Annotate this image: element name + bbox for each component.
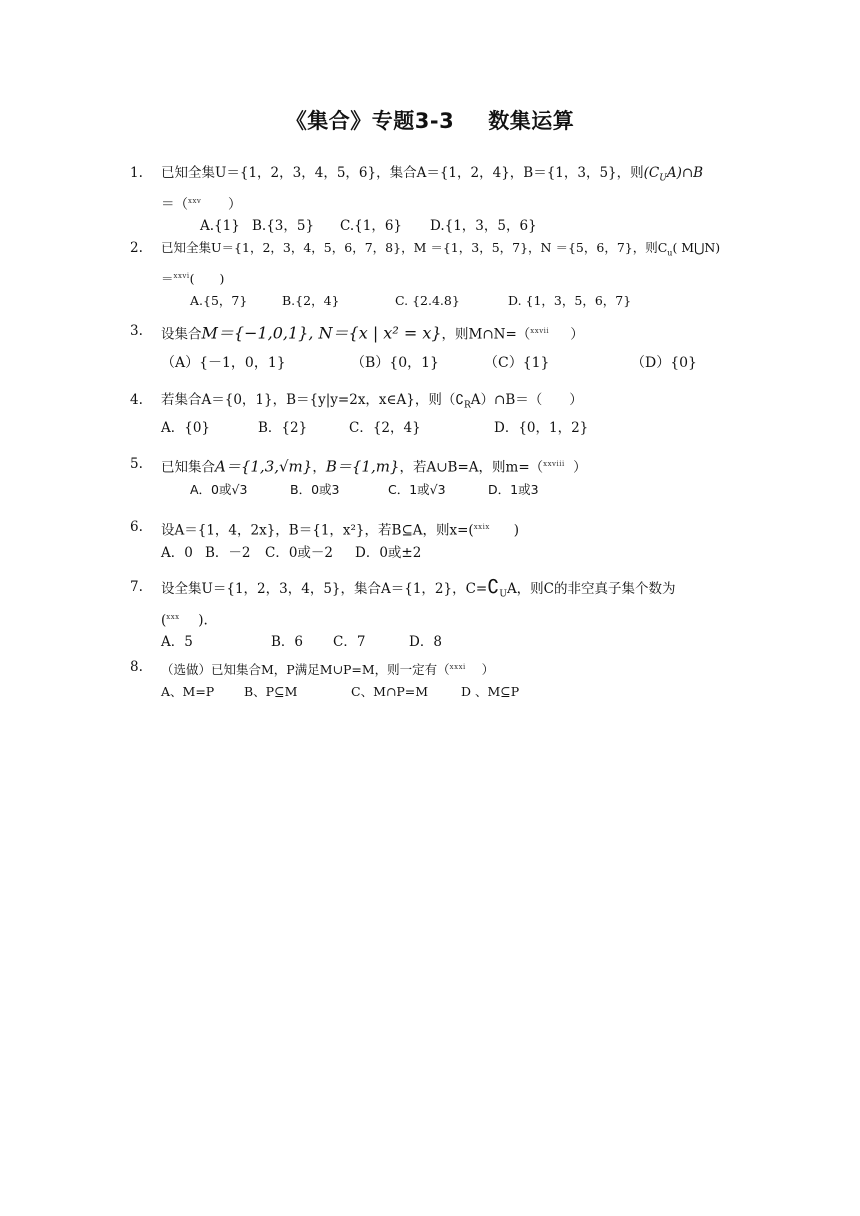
question-number: 1. xyxy=(130,165,143,181)
option-a: A、M=P xyxy=(161,684,215,700)
answer-blank: xxxi xyxy=(449,663,466,671)
question-3 xyxy=(130,320,735,374)
question-stem: 设A＝{1，4，2x}，B＝{1，x²}，若B⊆A，则x=(xxix ) xyxy=(161,516,735,542)
options xyxy=(190,479,735,501)
question-2 xyxy=(130,237,735,312)
option-c: C、M∩P=M xyxy=(351,684,429,700)
option-d: D 、M⊆P xyxy=(461,684,520,700)
options xyxy=(190,290,735,312)
question-number: 2. xyxy=(130,240,143,256)
answer-blank: xxv xyxy=(188,196,202,205)
answer-blank: xxviii xyxy=(543,460,565,468)
option-b: B．6 xyxy=(271,634,304,651)
answer-blank: xxvi xyxy=(173,271,190,280)
option-a: （A）{－1，0，1} xyxy=(161,354,286,371)
option-a: A．0 xyxy=(161,544,193,561)
option-b: B.{2，4} xyxy=(282,292,340,308)
formula-a: A＝{1,3,√m} xyxy=(215,457,313,476)
option-c: C．{2，4} xyxy=(349,419,421,436)
option-b: B.{3，5} xyxy=(252,218,315,235)
question-stem: 设全集U＝{1，2，3，4，5}，集合A＝{1，2}，$C=∁_UA$，则C的非空真子集个数为 (xxx ). xyxy=(161,576,676,629)
question-stem: 若集合A＝{0，1}，B＝{y|y=2x，x∈A}，则$(∁_RA)\cap B=$（ ） xyxy=(161,392,583,411)
option-d: D.{1，3，5，6} xyxy=(430,218,537,235)
question-8 xyxy=(130,656,735,703)
option-a: A．{0} xyxy=(161,419,211,436)
option-b: （B）{0，1} xyxy=(351,354,439,371)
option-d: D．1或3 xyxy=(488,481,539,497)
question-number: 5. xyxy=(130,456,143,472)
option-c: C．1或√3 xyxy=(388,481,446,497)
option-c: C.{1，6} xyxy=(340,218,402,235)
option-c: C．0或－2 xyxy=(265,544,334,561)
question-6 xyxy=(130,516,735,564)
option-c: （C）{1} xyxy=(484,354,550,371)
question-number: 6. xyxy=(130,519,143,535)
question-number: 4. xyxy=(130,392,143,408)
question-1 xyxy=(130,162,735,237)
option-d: D．8 xyxy=(409,634,442,651)
option-a: A．0或√3 xyxy=(190,481,248,497)
option-a: A.{5，7} xyxy=(190,292,248,308)
options xyxy=(161,681,735,703)
option-d: D．{0，1，2} xyxy=(494,419,589,436)
formula: M＝{−1,0,1}, N＝{x | x² = x} xyxy=(201,323,442,343)
answer-blank: xxx xyxy=(166,612,180,621)
options xyxy=(161,352,735,374)
complement-symbol: ∁ xyxy=(487,576,500,598)
options xyxy=(161,417,735,439)
question-stem: 设集合M＝{−1,0,1}, N＝{x | x² = x}，则M∩N=（xxvii ） xyxy=(161,320,735,346)
question-number: 8. xyxy=(130,659,143,675)
option-d: D．0或±2 xyxy=(355,544,422,561)
options xyxy=(200,215,735,237)
question-stem: 已知全集U＝{1，2，3，4，5，6，7，8}，M ＝{1，3，5，7}，N ＝{5，6，7}，则$C_u$( M⋃N) ＝xxvi( ) xyxy=(161,240,721,286)
options xyxy=(161,542,735,564)
formula-b: B＝{1,m} xyxy=(325,457,400,476)
question-5 xyxy=(130,453,735,501)
question-number: 3. xyxy=(130,323,143,339)
question-7 xyxy=(130,576,735,653)
option-b: B．0或3 xyxy=(290,481,340,497)
question-4 xyxy=(130,389,735,439)
option-a: A．5 xyxy=(161,634,193,651)
answer-blank: xxvii xyxy=(530,327,550,335)
question-stem: 已知全集U＝{1，2，3，4，5，6}，集合A＝{1，2，4}，B＝{1，3，5}，则$(C_UA)\cap B$ ＝（xxv ） xyxy=(161,165,704,213)
question-number: 7. xyxy=(130,579,143,595)
option-d: D. {1，3，5，6，7} xyxy=(508,292,632,308)
question-stem: 已知集合A＝{1,3,√m}，B＝{1,m}，若A∪B=A，则m=（xxviii ） xyxy=(161,453,735,479)
option-b: B．{2} xyxy=(258,419,308,436)
question-stem: （选做）已知集合M，P满足M∪P=M，则一定有（xxxi ） xyxy=(161,656,735,681)
option-c: C．7 xyxy=(333,634,366,651)
option-b: B、P⊆M xyxy=(244,684,298,700)
option-b: B．－2 xyxy=(205,544,251,561)
title-main: 《集合》专题3-3 xyxy=(285,109,455,133)
option-a: A.{1} xyxy=(200,218,240,235)
answer-blank: xxix xyxy=(473,523,490,531)
page-title xyxy=(0,105,860,135)
formula: $(C_UA)\cap B$ xyxy=(643,165,704,184)
title-topic: 数集运算 xyxy=(488,109,575,133)
options xyxy=(161,631,735,653)
complement-symbol: ∁ xyxy=(455,392,464,408)
option-d: （D）{0} xyxy=(631,354,697,371)
option-c: C. {2.4.8} xyxy=(395,292,460,308)
